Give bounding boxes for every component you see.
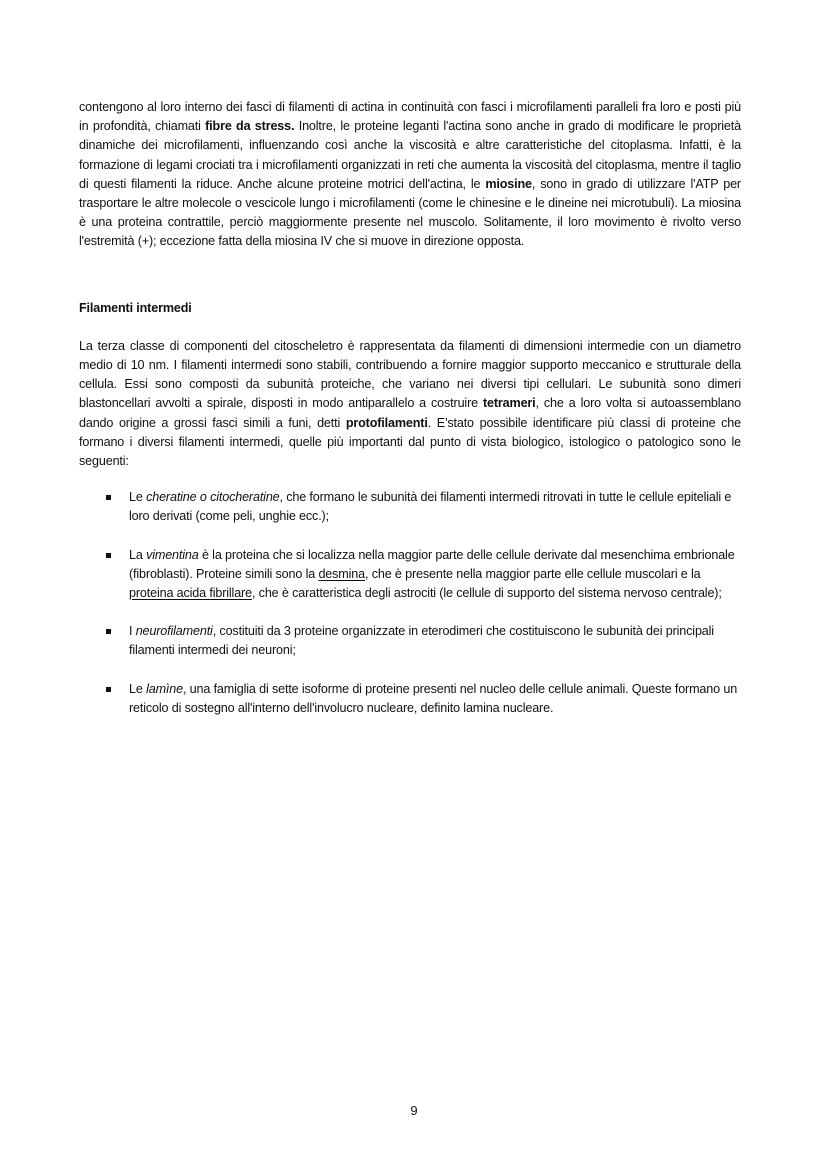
- protein-classes-list: [79, 488, 741, 718]
- term-proteina-acida-fibrillare: proteina acida fibrillare: [129, 586, 252, 601]
- term-protofilamenti: protofilamenti: [345, 415, 428, 430]
- term-miosine: miosine: [485, 176, 532, 191]
- square-bullet-icon: [106, 495, 111, 500]
- paragraph-actin-binding: contengono al loro interno dei fasci di filamenti di actina in continuità con fasci i microfilamenti paralleli fra loro e posti più in profondità, chiamati fibre da stress. Inoltre, le proteine leganti l'actina sono anche in grado di modificare le proprietà dinamiche dei microfilamenti, influenzando così anche la viscosità e altre caratteristiche del citoplasma. Infatti, è la formazione di legami crociati tra i microfilamenti organizzati in reti che aumenta la viscosità del citoplasma, mentre il taglio di questi filamenti la riduce. Anche alcune proteine motrici dell'actina, le miosine, sono in grado di utilizzare l'ATP per trasportare le altre molecole o vescicole lungo i microfilamenti (come le chinesine e le dineine nei microtubuli). La miosina è una proteina contrattile, perciò maggiormente presente nel muscolo. Solitamente, il loro movimento è rivolto verso l'estremità (+); eccezione fatta della miosina IV che si muove in direzione opposta.: [79, 100, 741, 249]
- list-item-neurofilamenti: I neurofilamenti, costituiti da 3 proteine organizzate in eterodimeri che costituiscono le subunità dei principali filamenti intermedi dei neuroni;: [79, 622, 741, 660]
- page-number: 9: [410, 1103, 418, 1118]
- square-bullet-icon: [106, 687, 111, 692]
- list-item-lamine: Le lamìne, una famiglia di sette isoforme di proteine presenti nel nucleo delle cellule animali. Queste formano un reticolo di sostegno all'interno dell'involucro nucleare, definito lamina nucleare.: [79, 680, 741, 718]
- paragraph-intermediate-filaments: La terza classe di componenti del citoscheletro è rappresentata da filamenti di dimensioni intermedie con un diametro medio di 10 nm. I filamenti intermedi sono stabili, contribuendo a fornire maggior supporto meccanico e strutturale della cellula. Essi sono composti da subunità proteiche, che variano nei diversi tipi cellulari. Le subunità sono dimeri blastoncellari avvolti a spirale, disposti in modo antiparallelo a costruire tetrameri, che a loro volta si autoassemblano dando origine a grossi fasci simili a funi, detti protofilamenti. E’stato possibile identificare più classi di proteine che formano i diversi filamenti intermedi, quelle più importanti dal punto di vista biologico, istologico o patologico sono le seguenti:: [79, 338, 741, 469]
- section-heading: Filamenti intermedi: [79, 300, 192, 315]
- term-tetrameri: tetrameri: [482, 396, 536, 411]
- list-item-cheratine: Le cheratine o citocheratine, che formano le subunità dei filamenti intermedi ritrovati in tutte le cellule epiteliali e loro derivati (come peli, unghie ecc.);: [79, 488, 741, 526]
- term-fibre-da-stress: fibre da stress.: [205, 119, 295, 134]
- square-bullet-icon: [106, 553, 111, 558]
- square-bullet-icon: [106, 629, 111, 634]
- term-desmina: desmina: [318, 566, 365, 581]
- page-content: [79, 98, 741, 737]
- list-item-vimentina: La vimentina è la proteina che si localizza nella maggior parte delle cellule derivate dal mesenchima embrionale (fibroblasti). Proteine simili sono la desmina, che è presente nella maggior parte elle cellule muscolari e la proteina acida fibrillare, che è caratteristica degli astrociti (le cellule di supporto del sistema nervoso centrale);: [79, 546, 741, 604]
